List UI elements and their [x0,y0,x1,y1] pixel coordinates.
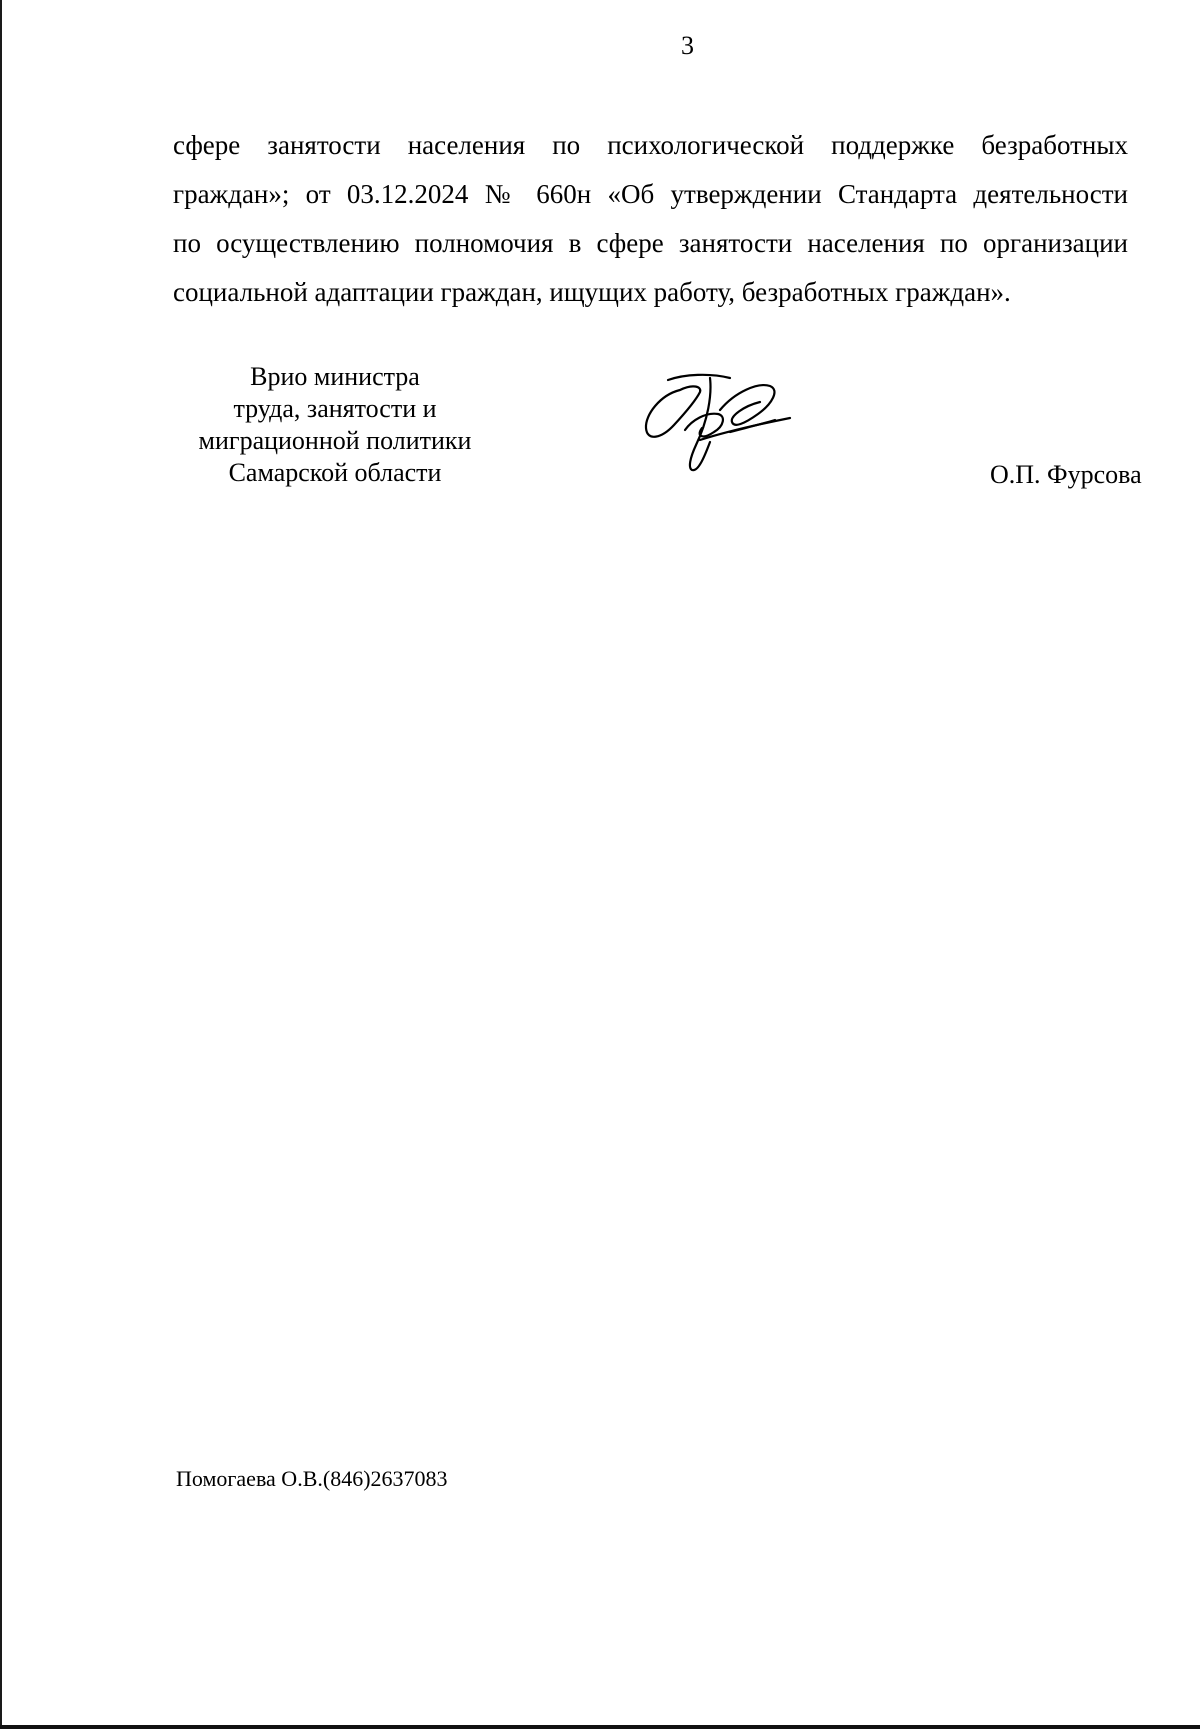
contact-info: Помогаева О.В.(846)2637083 [176,1466,448,1491]
body-line: по осуществлению полномочия в сфере занятости населения по организации [173,228,1128,258]
signer-name: О.П. Фурсова [990,460,1142,489]
signatory-title-line: Врио министра [250,362,420,391]
body-line: сфере занятости населения по психологической поддержке безработных [173,130,1128,160]
signatory-title [170,361,500,489]
page-number: 3 [681,31,694,60]
signatory-title-line: труда, занятости и [233,394,437,423]
body-line: социальной адаптации граждан, ищущих работу, безработных граждан». [173,277,1011,307]
handwritten-signature [640,370,800,480]
body-line: граждан»; от 03.12.2024 № 660н «Об утверждении Стандарта деятельности [173,179,1128,209]
scan-edge-bottom [0,1725,1200,1729]
body-paragraph [173,121,1128,317]
scan-edge-left [0,0,2,1729]
signatory-title-line: миграционной политики [198,426,472,455]
signatory-title-line: Самарской области [228,458,442,487]
